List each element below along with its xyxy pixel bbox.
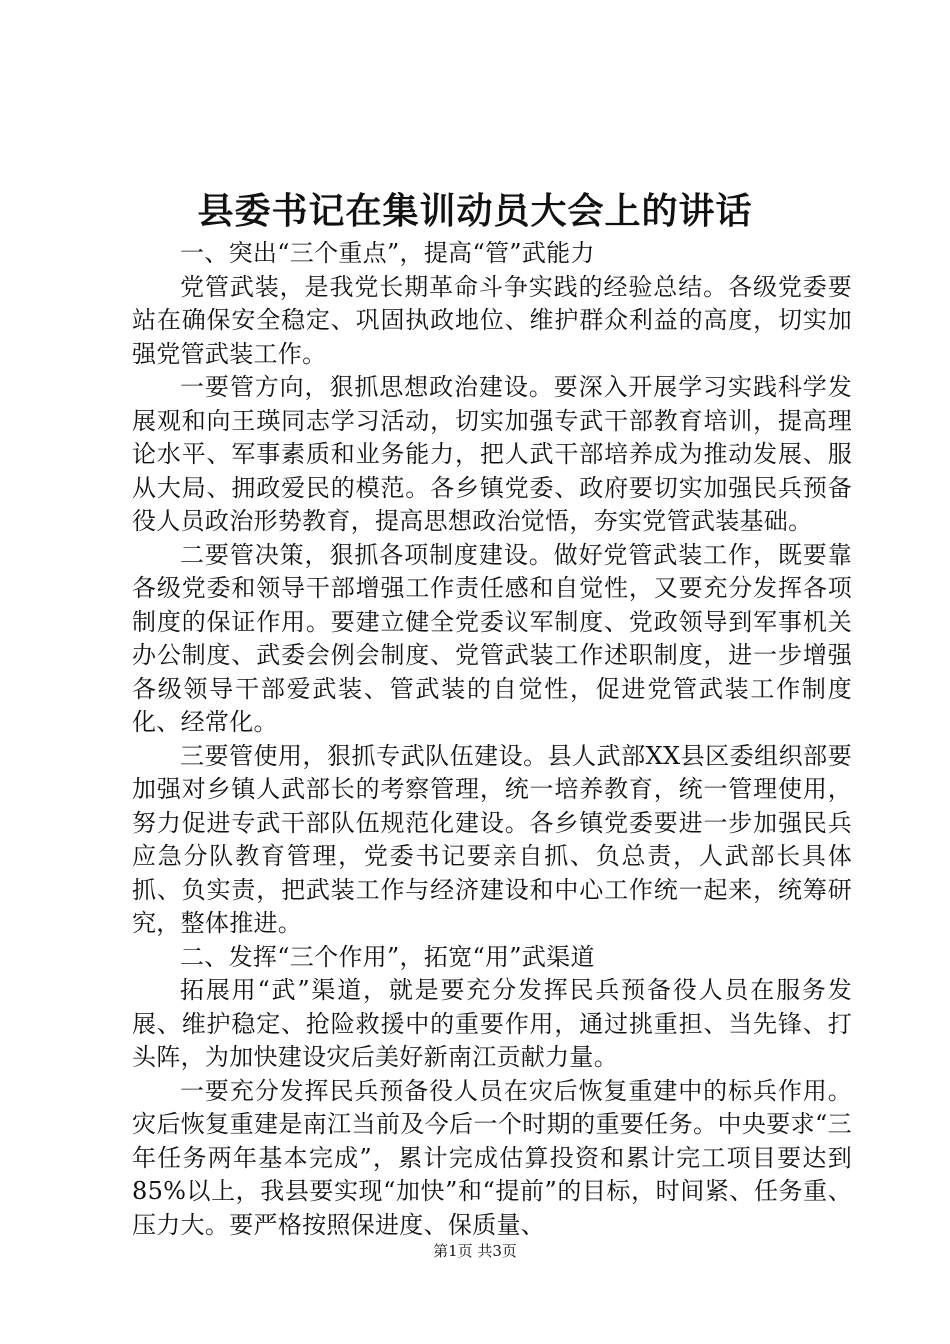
paragraph: 党管武装，是我党长期革命斗争实践的经验总结。各级党委要站在确保安全稳定、巩固执政地位、维护群众利益的高度，切实加强党管武装工作。 (132, 272, 852, 368)
page-number: 第1页 共3页 (433, 1242, 517, 1260)
paragraph: 拓展用“武”渠道，就是要充分发挥民兵预备役人员在服务发展、维护稳定、抢险救援中的重要作用，通过挑重担、当先锋、打头阵，为加快建设灾后美好新南江贡献力量。 (132, 976, 852, 1071)
document-title: 县委书记在集训动员大会上的讲话 (197, 190, 753, 232)
paragraph: 二要管决策，狠抓各项制度建设。做好党管武装工作，既要靠各级党委和领导干部增强工作责任感和自觉性，又要充分发挥各项制度的保证作用。要建立健全党委议军制度、党政领导到军事机关办公制度、武委会例会制度、党管武装工作述职制度，进一步增强各级领导干部爱武装、管武装的自觉性，促进党管武装工作制度化、经常化。 (132, 540, 852, 736)
section-heading-2: 二、发挥“三个作用”，拓宽“用”武渠道 (180, 942, 595, 971)
section-heading-1: 一、突出“三个重点”，提高“管”武能力 (180, 239, 595, 267)
paragraph: 一要充分发挥民兵预备役人员在灾后恢复重建中的标兵作用。灾后恢复重建是南江当前及今后一个时期的重要任务。中央要求“三年任务两年基本完成”，累计完成估算投资和累计完工项目要达到85%以上，我县要实现“加快”和“提前”的目标，时间紧、任务重、压力大。要严格按照保进度、保质量、 (132, 1076, 852, 1239)
paragraph: 一要管方向，狠抓思想政治建设。要深入开展学习实践科学发展观和向王瑛同志学习活动，切实加强专武干部教育培训，提高理论水平、军事素质和业务能力，把人武干部培养成为推动发展、服从大局、拥政爱民的模范。各乡镇党委、政府要切实加强民兵预备役人员政治形势教育，提高思想政治觉悟，夯实党管武装基础。 (132, 373, 852, 535)
paragraph: 三要管使用，狠抓专武队伍建设。县人武部XX县区委组织部要加强对乡镇人武部长的考察管理，统一培养教育，统一管理使用，努力促进专武干部队伍规范化建设。各乡镇党委要进一步加强民兵应急分队教育管理，党委书记要亲自抓、负总责，人武部长具体抓、负实责，把武装工作与经济建设和中心工作统一起来，统筹研究，整体推进。 (132, 741, 852, 937)
document-body (132, 237, 852, 1242)
